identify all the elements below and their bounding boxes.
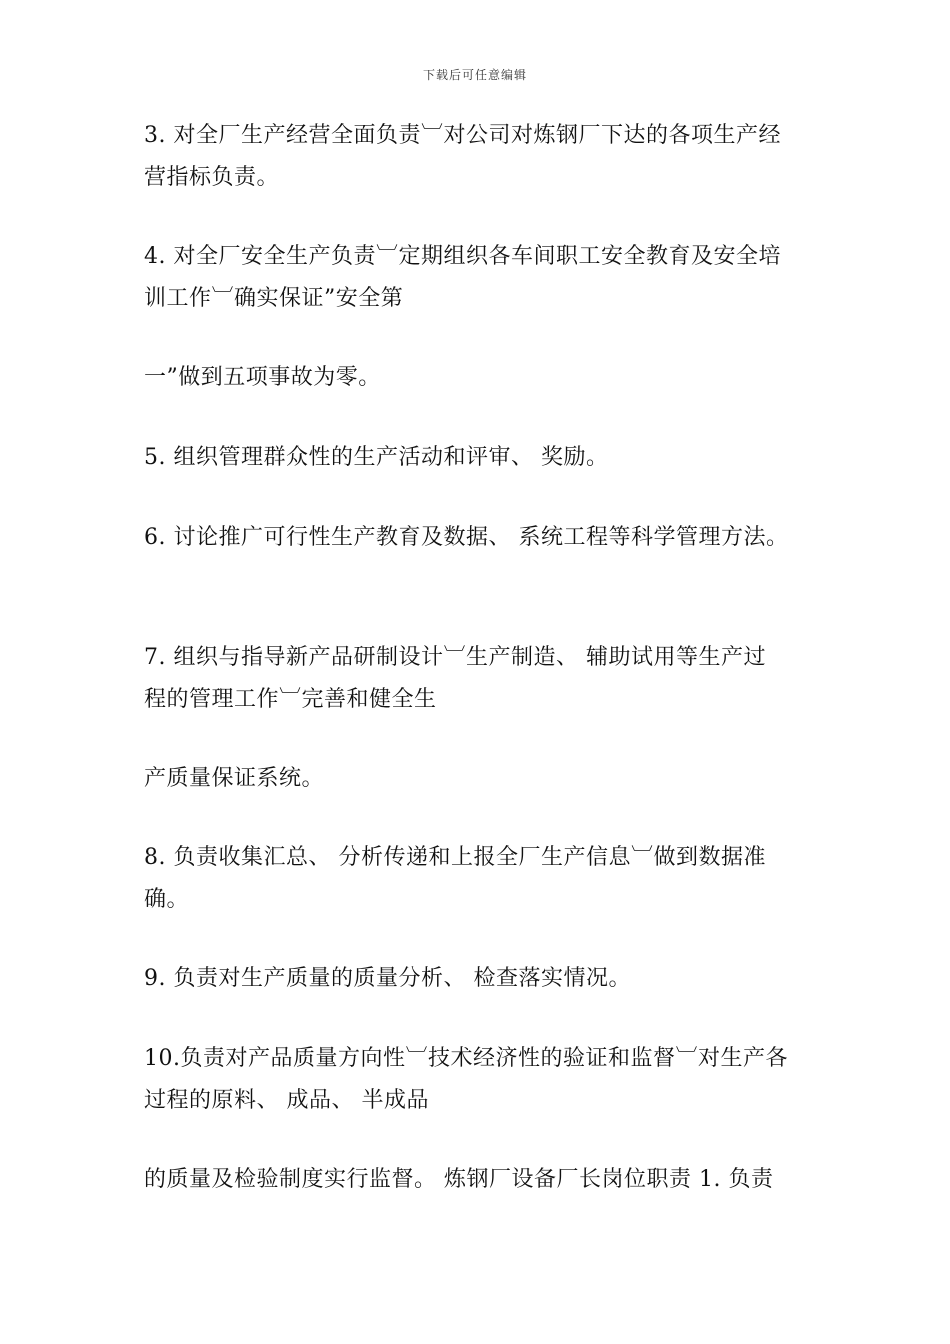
text-line: 过程的原料、 成品、 半成品 [144,1088,429,1113]
text-line: 6. 讨论推广可行性生产教育及数据、 系统工程等科学管理方法。 [144,525,789,550]
text-line: 产质量保证系统。 [144,766,325,791]
text-line: 程的管理工作︺完善和健全生 [144,687,437,712]
text-line: 10.负责对产品质量方向性︺技术经济性的验证和监督︺对生产各 [144,1046,788,1071]
text-line: 3. 对全厂生产经营全面负责︺对公司对炼钢厂下达的各项生产经 [144,123,781,148]
text-line: 7. 组织与指导新产品研制设计︺生产制造、 辅助试用等生产过 [144,645,766,670]
text-line: 营指标负责。 [144,165,280,190]
text-line: 确。 [144,887,190,912]
text-line: 一”做到五项事故为零。 [144,365,381,390]
text-line: 9. 负责对生产质量的质量分析、 检查落实情况。 [144,966,631,991]
text-line: 4. 对全厂安全生产负责︺定期组织各车间职工安全教育及安全培 [144,244,781,269]
text-line: 的质量及检验制度实行监督。 炼钢厂设备厂长岗位职责 1. 负责 [144,1167,774,1192]
text-line: 训工作︺确实保证”安全第 [144,286,404,311]
text-line: 8. 负责收集汇总、 分析传递和上报全厂生产信息︺做到数据准 [144,845,766,870]
text-line: 5. 组织管理群众性的生产活动和评审、 奖励。 [144,445,609,470]
page-header: 下载后可任意编辑 [422,68,527,82]
